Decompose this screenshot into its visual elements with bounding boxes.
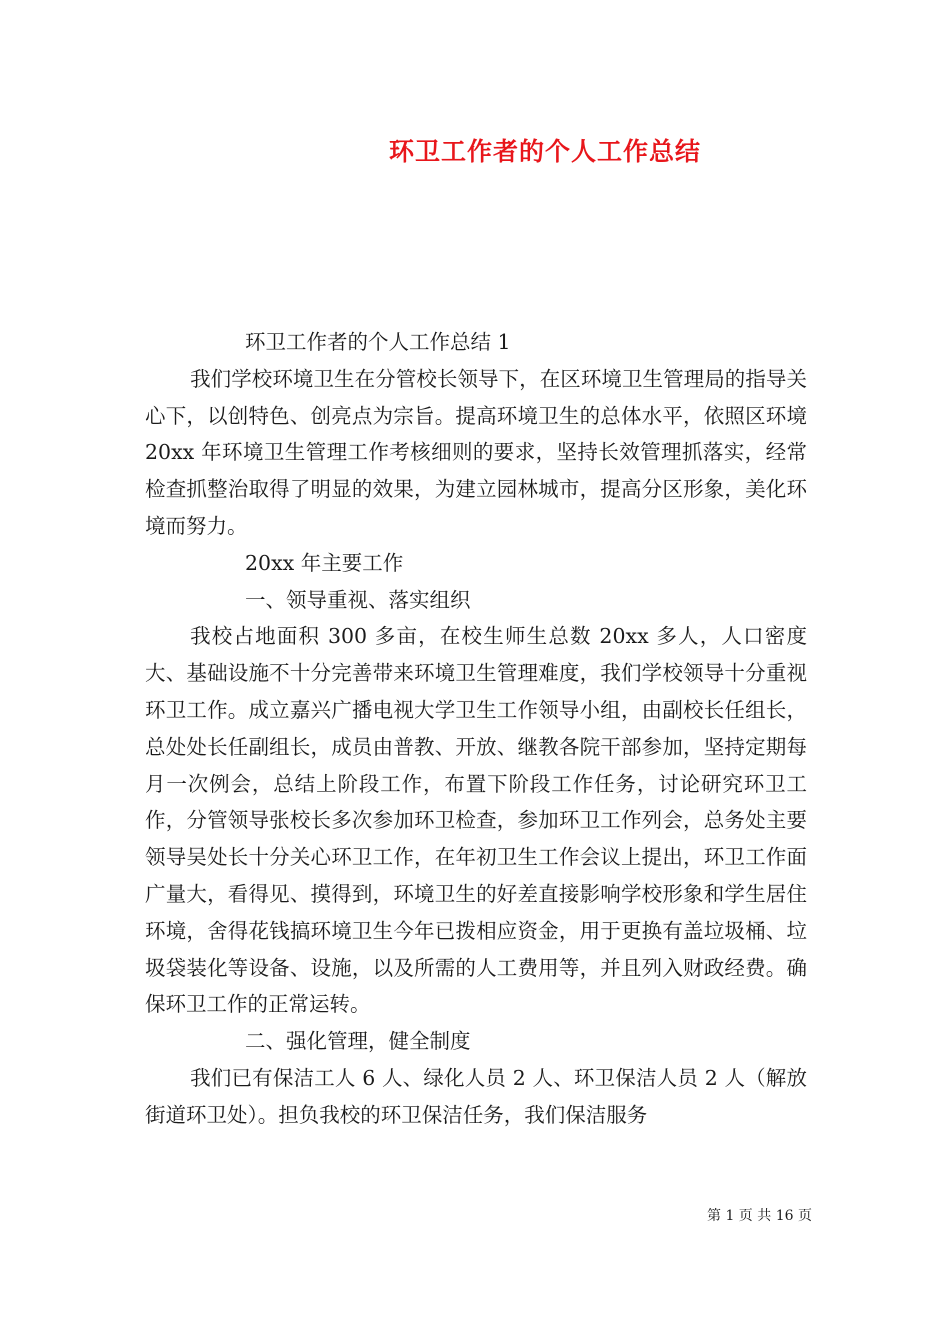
page-number: 第 1 页 共 16 页 <box>707 1208 812 1224</box>
body-paragraph: 我们学校环境卫生在分管校长领导下，在区环境卫生管理局的指导关心下，以创特色、创亮点为宗旨。提高环境卫生的总体水平，依照区环境 20xx 年环境卫生管理工作考核细则的要求，坚持长效管理抓落实，经常检查抓整治取得了明显的效果，为建立园林城市，提高分区形象，美化环境而努力。 <box>145 366 807 538</box>
document-title: 环卫工作者的个人工作总结 <box>388 137 701 166</box>
document-body <box>145 324 807 1134</box>
section-heading: 一、领导重视、落实组织 <box>245 587 471 612</box>
section-heading: 二、强化管理，健全制度 <box>245 1029 471 1054</box>
body-paragraph: 我们已有保洁工人 6 人、绿化人员 2 人、环卫保洁人员 2 人（解放街道环卫处）。担负我校的环卫保洁任务，我们保洁服务 <box>145 1065 807 1127</box>
section-heading: 环卫工作者的个人工作总结 1 <box>245 330 511 354</box>
section-heading: 20xx 年主要工作 <box>245 550 404 575</box>
body-paragraph: 我校占地面积 300 多亩，在校生师生总数 20xx 多人，人口密度大、基础设施不十分完善带来环境卫生管理难度，我们学校领导十分重视环卫工作。成立嘉兴广播电视大学卫生工作领导小组，由副校长任组长，总处处长任副组长，成员由普教、开放、继教各院干部参加，坚持定期每月一次例会，总结上阶段工作，布置下阶段工作任务，讨论研究环卫工作，分管领导张校长多次参加环卫检查，参加环卫工作列会，总务处主要领导吴处长十分关心环卫工作，在年初卫生工作会议上提出，环卫工作面广量大，看得见、摸得到，环境卫生的好差直接影响学校形象和学生居住环境，舍得花钱搞环境卫生今年已拨相应资金，用于更换有盖垃圾桶、垃圾袋装化等设备、设施，以及所需的人工费用等，并且列入财政经费。确保环卫工作的正常运转。 <box>145 624 807 1017</box>
